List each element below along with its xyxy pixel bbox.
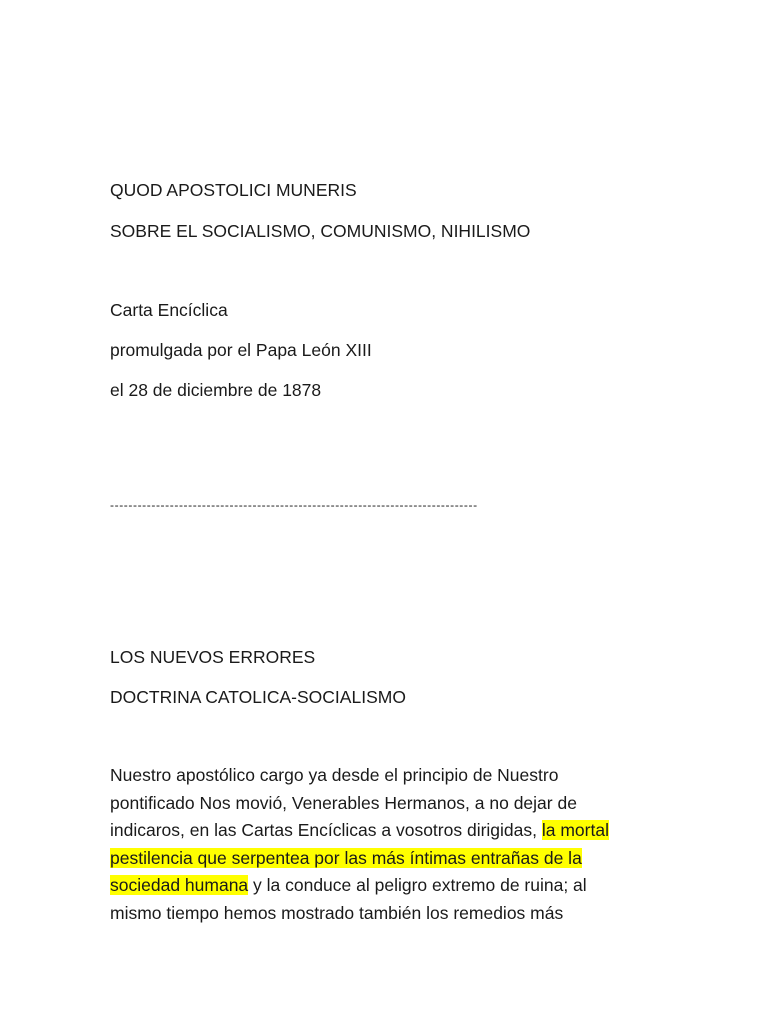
paragraph-text: indicaros, en las Cartas Encíclicas a vosotros dirigidas, <box>110 820 542 840</box>
paragraph-line: mismo tiempo hemos mostrado también los remedios más <box>110 902 564 923</box>
document-title: QUOD APOSTOLICI MUNERIS <box>110 180 357 200</box>
date-line: el 28 de diciembre de 1878 <box>110 380 322 400</box>
paragraph-text: y la conduce al peligro extremo de ruina; al <box>248 875 587 895</box>
highlighted-text: sociedad humana <box>110 875 249 895</box>
body-paragraph <box>110 762 650 927</box>
promulgation-line: promulgada por el Papa León XIII <box>110 340 372 360</box>
section-heading: LOS NUEVOS ERRORES <box>110 647 316 667</box>
section-subheading: DOCTRINA CATOLICA-SOCIALISMO <box>110 687 406 707</box>
paragraph-line: pontificado Nos movió, Venerables Hermanos, a no dejar de <box>110 792 577 813</box>
document-subtitle: SOBRE EL SOCIALISMO, COMUNISMO, NIHILISMO <box>110 221 531 241</box>
document-type: Carta Encíclica <box>110 300 228 320</box>
highlighted-text: pestilencia que serpentea por las más íntimas entrañas de la <box>110 847 582 868</box>
highlighted-text: la mortal <box>541 820 609 840</box>
paragraph-line <box>110 817 650 845</box>
paragraph-line: Nuestro apostólico cargo ya desde el principio de Nuestro <box>110 765 559 785</box>
paragraph-line <box>110 872 650 900</box>
separator-line: -------------------------------------------------------------------------------- <box>110 498 478 512</box>
paragraph-line <box>110 845 650 873</box>
